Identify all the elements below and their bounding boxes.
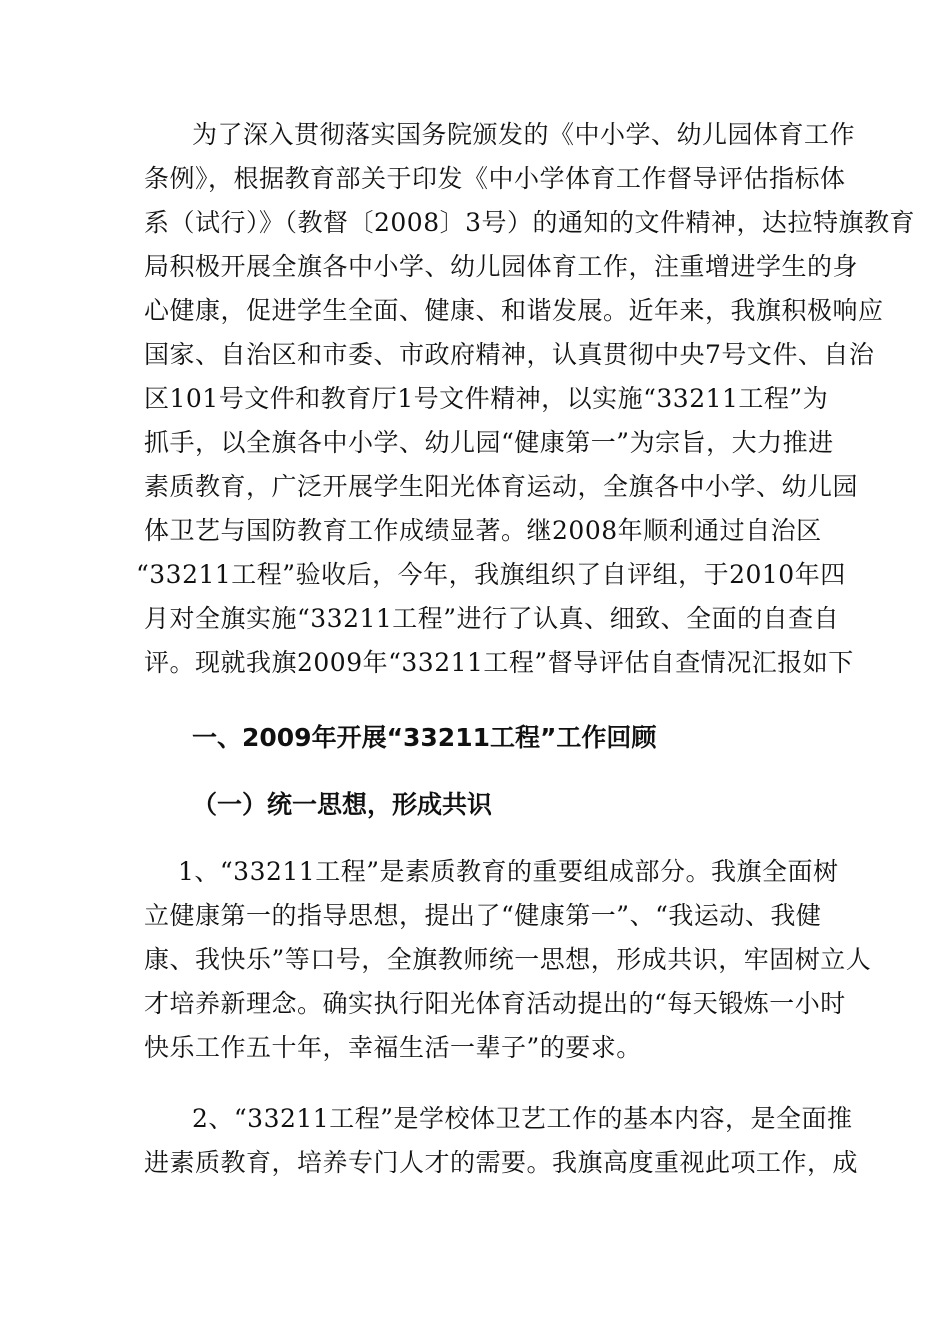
intro-line-7: 区101号文件和教育厅1号文件精神，以实施“33211工程”为: [144, 384, 829, 413]
para1-line-2: 立健康第一的指导思想，提出了“健康第一”、“我运动、我健: [144, 901, 822, 930]
intro-line-6: 国家、自治区和市委、市政府精神，认真贯彻中央7号文件、自治: [144, 340, 875, 369]
intro-line-3: 系（试行）》（教督〔2008〕3号）的通知的文件精神，达拉特旗教育: [144, 208, 916, 237]
subsection-heading: （一）统一思想，形成共识: [192, 790, 493, 819]
para1-line-4: 才培养新理念。确实执行阳光体育活动提出的“每天锻炼一小时: [144, 989, 846, 1018]
intro-line-11: “33211工程”验收后，今年，我旗组织了自评组，于2010年四: [136, 560, 846, 589]
para1-line-5: 快乐工作五十年，幸福生活一辈子”的要求。: [144, 1033, 642, 1062]
para1-line-3: 康、我快乐”等口号，全旗教师统一思想，形成共识，牢固树立人: [144, 945, 872, 974]
intro-line-5: 心健康，促进学生全面、健康、和谐发展。近年来，我旗积极响应: [144, 296, 884, 325]
intro-line-13: 评。现就我旗2009年“33211工程”督导评估自查情况汇报如下: [144, 648, 854, 677]
intro-line-4: 局积极开展全旗各中小学、幼儿园体育工作，注重增进学生的身: [144, 252, 859, 281]
intro-line-12: 月对全旗实施“33211工程”进行了认真、细致、全面的自查自: [144, 604, 840, 633]
para2-line-2: 进素质教育，培养专门人才的需要。我旗高度重视此项工作，成: [144, 1148, 859, 1177]
intro-line-2: 条例》，根据教育部关于印发《中小学体育工作督导评估指标体: [144, 164, 846, 193]
section-heading: 一、2009年开展“33211工程”工作回顾: [192, 723, 657, 752]
intro-line-9: 素质教育，广泛开展学生阳光体育运动，全旗各中小学、幼儿园: [144, 472, 859, 501]
para2-line-1: 2、“33211工程”是学校体卫艺工作的基本内容，是全面推: [192, 1104, 853, 1133]
intro-line-1: 为了深入贯彻落实国务院颁发的《中小学、幼儿园体育工作: [192, 120, 856, 149]
intro-line-8: 抓手，以全旗各中小学、幼儿园“健康第一”为宗旨，大力推进: [144, 428, 834, 457]
para1-line-1: 1、“33211工程”是素质教育的重要组成部分。我旗全面树: [178, 857, 839, 886]
intro-line-10: 体卫艺与国防教育工作成绩显著。继2008年顺利通过自治区: [144, 516, 822, 545]
